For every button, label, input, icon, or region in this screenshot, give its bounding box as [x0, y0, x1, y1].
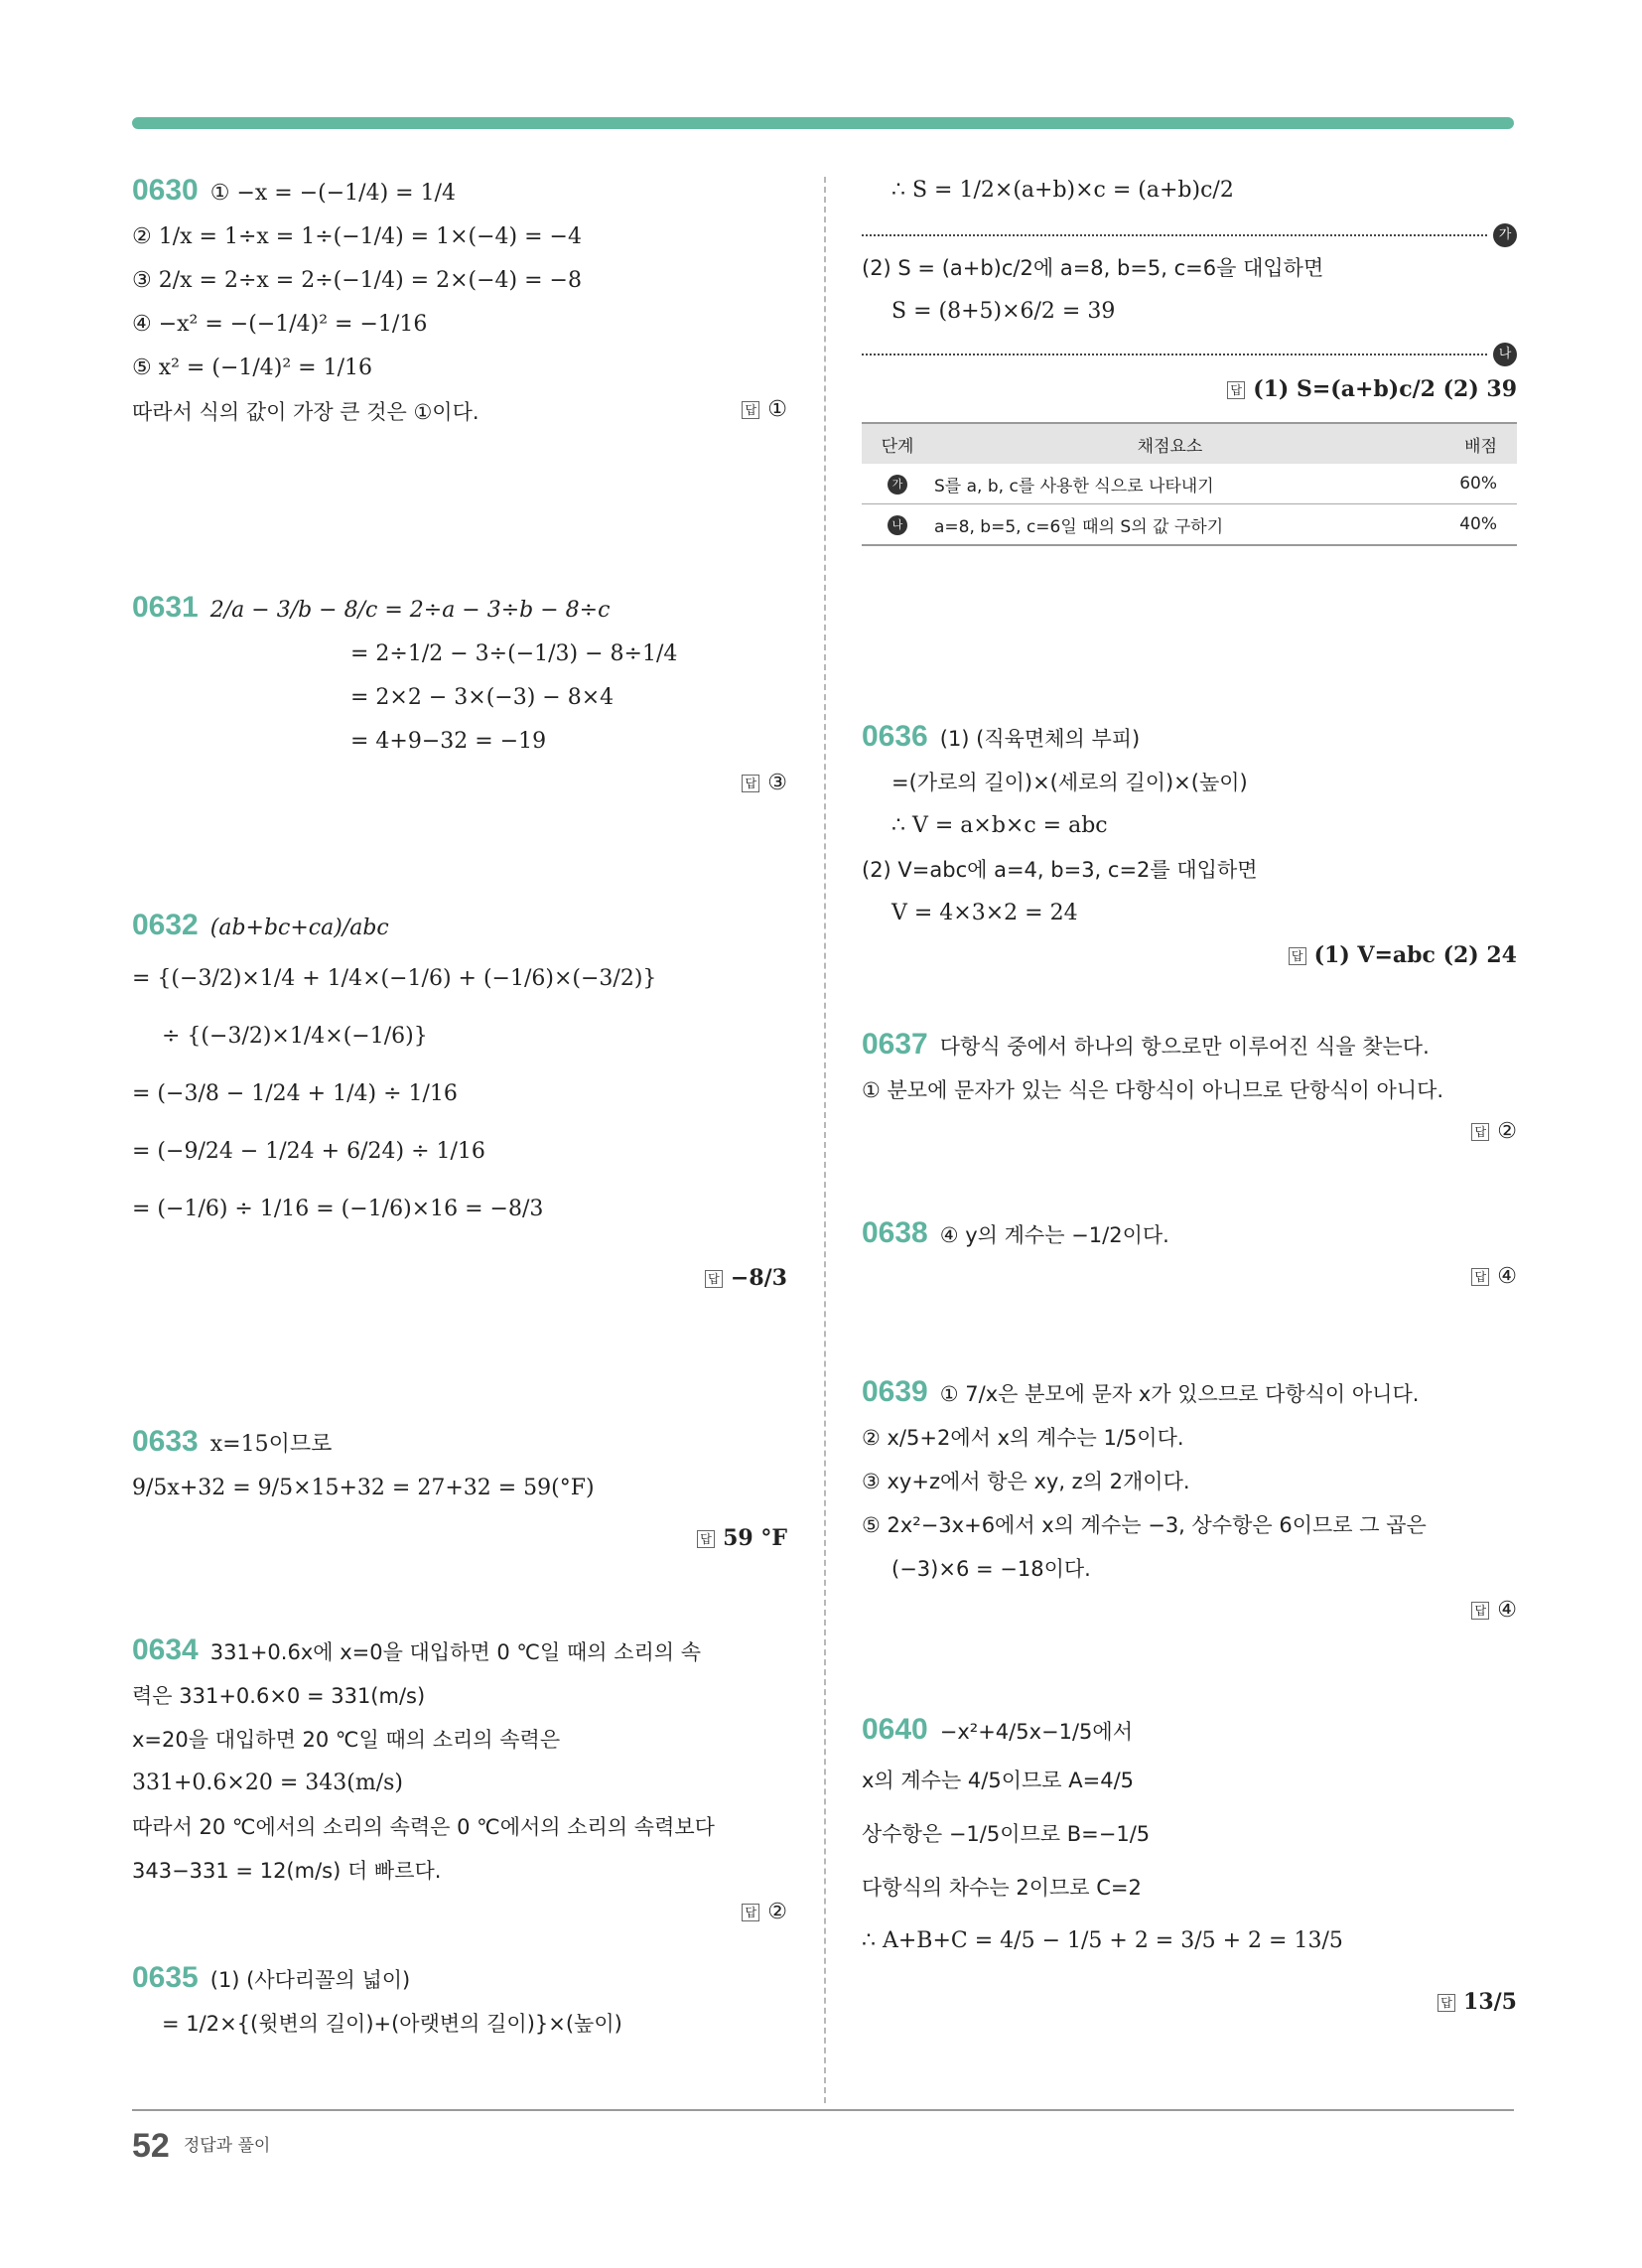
- solution-line: 331+0.6x에 x=0을 대입하면 0 ℃일 때의 소리의 속: [209, 1640, 702, 1664]
- column-header: 단계: [862, 423, 933, 464]
- answer: [862, 369, 1517, 410]
- problem-number: 0634: [132, 1633, 199, 1666]
- answer-mark: 답: [1471, 1268, 1489, 1286]
- footer-rule: [132, 2109, 1514, 2111]
- problem-number: 0637: [862, 1028, 928, 1061]
- answer: [862, 935, 1517, 976]
- answer: [742, 390, 787, 434]
- answer: [862, 1257, 1517, 1297]
- problem-number: 0633: [132, 1425, 199, 1458]
- solution-line: = (−3/8 − 1/24 + 1/4) ÷ 1/16: [132, 1081, 458, 1106]
- problem-number: 0639: [862, 1375, 928, 1408]
- solution-line: ÷ {(−3/2)×1/4×(−1/6)}: [162, 1024, 428, 1049]
- solution-line: 상수항은 −1/5이므로 B=−1/5: [862, 1822, 1151, 1846]
- column-divider: [824, 177, 826, 2103]
- solution-line: =(가로의 길이)×(세로의 길이)×(높이): [891, 771, 1248, 794]
- solution-line: = 4+9−32 = −19: [350, 729, 547, 754]
- page-label: 정답과 풀이: [183, 2136, 271, 2156]
- solution-line: ∴ S = 1/2×(a+b)×c = (a+b)c/2: [891, 178, 1234, 203]
- answer-value: (1) V=abc (2) 24: [1313, 942, 1517, 968]
- solution-line: ① 분모에 문자가 있는 식은 다항식이 아니므로 단항식이 아니다.: [862, 1078, 1444, 1102]
- answer-mark: 답: [1471, 1602, 1489, 1620]
- answer: [862, 1112, 1517, 1152]
- answer-mark: 답: [742, 775, 759, 792]
- problem-number: 0638: [862, 1216, 928, 1249]
- problem-0636: [862, 715, 1517, 976]
- answer: [862, 1591, 1517, 1630]
- solution-line: −x²+4/5x−1/5에서: [939, 1720, 1133, 1744]
- solution-line: = 2×2 − 3×(−3) − 8×4: [350, 685, 615, 710]
- solution-line: 따라서 식의 값이 가장 큰 것은 ①이다.: [132, 400, 479, 424]
- solution-line: 331+0.6×20 = 343(m/s): [132, 1771, 403, 1795]
- solution-line: x=15이므로: [209, 1432, 333, 1457]
- solution-line: ③ xy+z에서 항은 xy, z의 2개이다.: [862, 1470, 1190, 1493]
- table-row: [862, 464, 1517, 504]
- answer-value: −8/3: [730, 1265, 787, 1291]
- column-header: 채점요소: [933, 423, 1407, 464]
- step-badge: 나: [888, 515, 907, 535]
- solution-line: ② x/5+2에서 x의 계수는 1/5이다.: [862, 1426, 1184, 1450]
- solution-line: (1) (사다리꼴의 넓이): [209, 1968, 411, 1992]
- problem-0634: [132, 1629, 787, 1932]
- answer-value: 59 °F: [723, 1525, 787, 1551]
- answer-value: ②: [1497, 1119, 1517, 1144]
- solution-line: 9/5x+32 = 9/5×15+32 = 27+32 = 59(°F): [132, 1476, 595, 1500]
- page-footer: [132, 2127, 270, 2166]
- solution-line: = 1/2×{(윗변의 길이)+(아랫변의 길이)}×(높이): [162, 2012, 622, 2036]
- answer-mark: 답: [1437, 1994, 1455, 2012]
- problem-number: 0631: [132, 591, 199, 624]
- solution-line: x=20을 대입하면 20 ℃일 때의 소리의 속력은: [132, 1728, 561, 1752]
- solution-line: = {(−3/2)×1/4 + 1/4×(−1/6) + (−1/6)×(−3/2)}: [132, 966, 657, 991]
- answer: [132, 1518, 787, 1559]
- step-badge: 나: [1493, 343, 1517, 366]
- problem-0631: [132, 586, 787, 803]
- answer-value: ④: [1497, 1264, 1517, 1289]
- answer-mark: 답: [742, 401, 759, 419]
- page-number: 52: [132, 2127, 170, 2165]
- solution-line: S = (8+5)×6/2 = 39: [891, 299, 1116, 324]
- table-cell: a=8, b=5, c=6일 때의 S의 값 구하기: [933, 504, 1407, 546]
- top-accent-bar: [132, 117, 1514, 129]
- solution-line: (1) (직육면체의 부피): [939, 727, 1141, 751]
- step-separator: [862, 227, 1512, 242]
- problem-0635-part2: [862, 169, 1517, 546]
- problem-0633: [132, 1420, 787, 1559]
- solution-line: (−3)×6 = −18이다.: [891, 1557, 1091, 1581]
- solution-line: 따라서 20 ℃에서의 소리의 속력은 0 ℃에서의 소리의 속력보다: [132, 1815, 715, 1839]
- table-cell: 40%: [1407, 504, 1517, 546]
- solution-line: ④ −x² = −(−1/4)² = −1/16: [132, 312, 428, 337]
- problem-0639: [862, 1370, 1517, 1630]
- answer-value: ②: [767, 1900, 787, 1924]
- table-header-row: [862, 423, 1517, 464]
- grading-table: [862, 422, 1517, 546]
- solution-line: = 2÷1/2 − 3÷(−1/3) − 8÷1/4: [350, 641, 678, 666]
- answer: [132, 1893, 787, 1932]
- answer-mark: 답: [1471, 1123, 1489, 1141]
- answer-value: 13/5: [1463, 1989, 1517, 2015]
- problem-number: 0640: [862, 1713, 928, 1746]
- solution-line: ⑤ 2x²−3x+6에서 x의 계수는 −3, 상수항은 6이므로 그 곱은: [862, 1513, 1427, 1537]
- answer-mark: 답: [1227, 381, 1245, 399]
- solution-line: ∴ A+B+C = 4/5 − 1/5 + 2 = 3/5 + 2 = 13/5: [862, 1928, 1343, 1953]
- solution-line: 다항식 중에서 하나의 항으로만 이루어진 식을 찾는다.: [939, 1035, 1430, 1059]
- answer-value: ④: [1497, 1598, 1517, 1623]
- problem-0638: [862, 1211, 1517, 1297]
- answer-value: ③: [767, 771, 787, 795]
- solution-line: x의 계수는 4/5이므로 A=4/5: [862, 1769, 1135, 1792]
- solution-line: ② 1/x = 1÷x = 1÷(−1/4) = 1×(−4) = −4: [132, 224, 582, 249]
- problem-0637: [862, 1023, 1517, 1152]
- table-cell: S를 a, b, c를 사용한 식으로 나타내기: [933, 464, 1407, 504]
- solution-line: = (−9/24 − 1/24 + 6/24) ÷ 1/16: [132, 1139, 485, 1164]
- answer-mark: 답: [1289, 947, 1306, 965]
- problem-0632: [132, 904, 787, 1299]
- solution-line: V = 4×3×2 = 24: [891, 901, 1078, 925]
- problem-number: 0632: [132, 909, 199, 941]
- problem-number: 0635: [132, 1961, 199, 1994]
- solution-line: (ab+bc+ca)/abc: [209, 916, 389, 940]
- solution-line: 343−331 = 12(m/s) 더 빠르다.: [132, 1859, 442, 1883]
- answer-value: (1) S=(a+b)c/2 (2) 39: [1253, 376, 1517, 402]
- column-header: 배점: [1407, 423, 1517, 464]
- solution-line: 력은 331+0.6×0 = 331(m/s): [132, 1684, 426, 1708]
- answer-mark: 답: [705, 1270, 723, 1288]
- problem-0640: [862, 1708, 1517, 2023]
- solution-line: ④ y의 계수는 −1/2이다.: [939, 1223, 1169, 1247]
- answer: [132, 764, 787, 803]
- answer-mark: 답: [742, 1904, 759, 1921]
- step-separator: [862, 347, 1512, 361]
- solution-line: 2/a − 3/b − 8/c = 2÷a − 3÷b − 8÷c: [209, 598, 611, 623]
- problem-number: 0636: [862, 720, 928, 753]
- answer-value: ①: [767, 397, 787, 422]
- problem-0630: [132, 169, 787, 434]
- solution-line: ∴ V = a×b×c = abc: [891, 813, 1108, 838]
- problem-number: 0630: [132, 174, 199, 207]
- solution-line: ③ 2/x = 2÷x = 2÷(−1/4) = 2×(−4) = −8: [132, 268, 582, 293]
- solution-line: ① −x = −(−1/4) = 1/4: [209, 181, 456, 206]
- solution-line: = (−1/6) ÷ 1/16 = (−1/6)×16 = −8/3: [132, 1197, 544, 1221]
- solution-line: (2) S = (a+b)c/2에 a=8, b=5, c=6을 대입하면: [862, 256, 1324, 280]
- table-cell: 60%: [1407, 464, 1517, 504]
- table-row: [862, 504, 1517, 546]
- step-badge: 가: [1493, 223, 1517, 247]
- solution-line: (2) V=abc에 a=4, b=3, c=2를 대입하면: [862, 858, 1258, 882]
- step-badge: 가: [888, 475, 907, 495]
- solution-line: ① 7/x은 분모에 문자 x가 있으므로 다항식이 아니다.: [939, 1382, 1420, 1406]
- answer: [862, 1982, 1517, 2023]
- answer: [132, 1258, 787, 1299]
- solution-line: ⑤ x² = (−1/4)² = 1/16: [132, 355, 373, 380]
- problem-0635-part1: [132, 1956, 787, 2046]
- solution-line: 다항식의 차수는 2이므로 C=2: [862, 1876, 1142, 1900]
- answer-mark: 답: [697, 1530, 715, 1548]
